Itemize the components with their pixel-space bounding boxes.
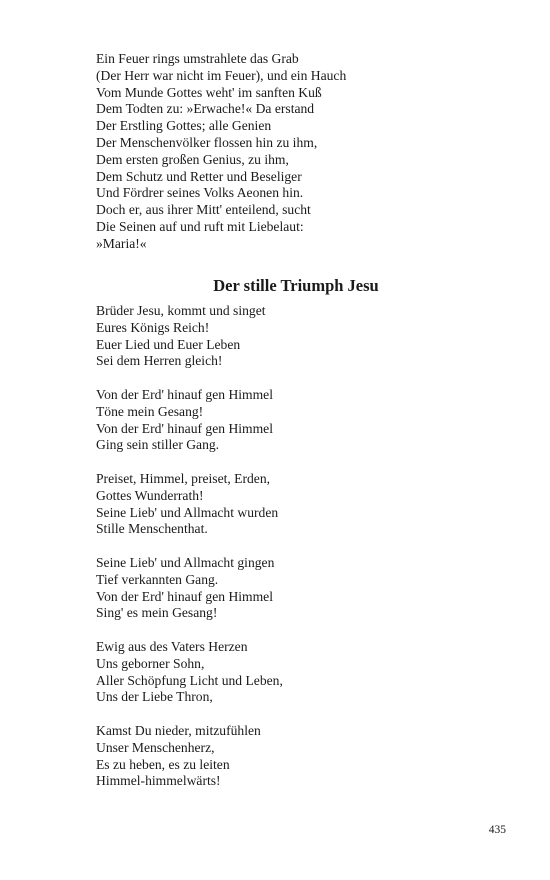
verse-line: Preiset, Himmel, preiset, Erden, [96, 470, 271, 486]
stanza [96, 555, 456, 622]
verse-line: Stille Menschenthat. [96, 521, 208, 537]
continuation-verse [96, 51, 456, 253]
verse-line: Doch er, aus ihrer Mitt' enteilend, sucht [96, 202, 311, 218]
verse-line: Euer Lied und Euer Leben [96, 336, 241, 352]
verse-line: Der Menschenvölker flossen hin zu ihm, [96, 134, 318, 150]
verse-line: Töne mein Gesang! [96, 403, 204, 419]
verse-line: Tief verkannten Gang. [96, 571, 219, 587]
stanza [96, 639, 456, 706]
poem-body [96, 303, 456, 790]
verse-line: Kamst Du nieder, mitzufühlen [96, 722, 261, 738]
verse-line: Unser Menschenherz, [96, 739, 215, 755]
stanza [96, 471, 456, 538]
verse-line: Uns der Liebe Thron, [96, 689, 213, 705]
stanza [96, 723, 456, 790]
verse-line: Sing' es mein Gesang! [96, 605, 218, 621]
verse-line: (Der Herr war nicht im Feuer), und ein Hauch [96, 67, 347, 83]
verse-line: Ein Feuer rings umstrahlete das Grab [96, 51, 299, 66]
verse-line: Uns geborner Sohn, [96, 655, 205, 671]
verse-line: Dem ersten großen Genius, zu ihm, [96, 151, 289, 167]
page-number: 435 [488, 824, 506, 836]
verse-line: Brüder Jesu, kommt und singet [96, 303, 266, 318]
verse-line: Ewig aus des Vaters Herzen [96, 638, 248, 654]
verse-line: »Maria!« [96, 235, 147, 251]
verse-line: Vom Munde Gottes weht' im sanften Kuß [96, 84, 322, 100]
verse-line: Dem Todten zu: »Erwache!« Da erstand [96, 101, 315, 117]
verse-line: Seine Lieb' und Allmacht gingen [96, 554, 275, 570]
verse-line: Es zu heben, es zu leiten [96, 756, 230, 772]
stanza [96, 387, 456, 454]
verse-line: Die Seinen auf und ruft mit Liebelaut: [96, 218, 304, 234]
verse-line: Dem Schutz und Retter und Beseliger [96, 168, 302, 184]
verse-line: Der Erstling Gottes; alle Genien [96, 118, 272, 134]
verse-line: Sei dem Herren gleich! [96, 353, 223, 369]
verse-line: Ging sein stiller Gang. [96, 437, 220, 453]
stanza [96, 303, 456, 370]
verse-line: Aller Schöpfung Licht und Leben, [96, 672, 283, 688]
verse-line: Eures Königs Reich! [96, 319, 210, 335]
verse-line: Von der Erd' hinauf gen Himmel [96, 588, 273, 604]
verse-line: Von der Erd' hinauf gen Himmel [96, 420, 273, 436]
verse-line: Seine Lieb' und Allmacht wurden [96, 504, 279, 520]
verse-line: Himmel-himmelwärts! [96, 773, 221, 789]
poem-title: Der stille Triumph Jesu [213, 276, 379, 295]
verse-line: Und Fördrer seines Volks Aeonen hin. [96, 185, 304, 201]
verse-line: Gottes Wunderrath! [96, 487, 204, 503]
verse-line: Von der Erd' hinauf gen Himmel [96, 386, 273, 402]
